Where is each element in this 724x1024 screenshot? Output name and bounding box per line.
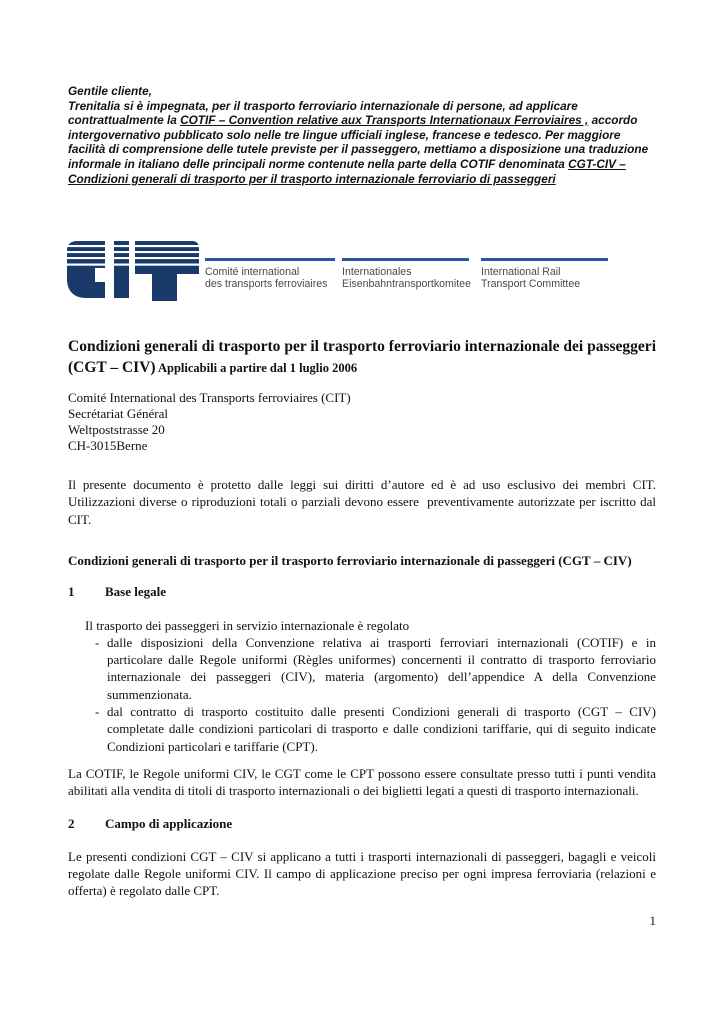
divider-bar xyxy=(481,258,608,261)
address-block xyxy=(68,390,656,454)
notice-underlined-cotif: COTIF – Convention relative aux Transports Internationaux Ferroviaires , xyxy=(180,113,589,128)
copyright-notice: Il presente documento è protetto dalle leggi sui diritti d’autore ed è ad uso esclusivo dei membri CIT. Utilizzazioni diverse o riproduzioni totali o parziali devono essere preventivamente autorizzate per iscritto dal CIT. xyxy=(68,477,660,527)
section-title: Base legale xyxy=(105,583,167,599)
section-title: Campo di applicazione xyxy=(105,815,233,831)
section-2-body: Le presenti condizioni CGT – CIV si applicano a tutti i trasporti internazionali di passeggeri, bagagli e veicoli regolate dalle Regole uniformi CIV. Il campo di applicazione preciso per ogni impresa ferroviaria (relazioni e offerta) è regolato dalle CPT. xyxy=(68,848,656,899)
notice-underlined-cgt-civ: CGT-CIV – Condizioni generali di trasporto per il trasporto internazionale ferroviario di passeggeri xyxy=(68,156,626,186)
page-title xyxy=(68,337,656,378)
title-applicability: Applicabili a partire dal 1 luglio 2006 xyxy=(155,360,358,375)
logo-caption-french xyxy=(205,258,335,291)
notice-text-1: Trenitalia si è impegnata, per il trasporto ferroviario internazionale di persone, ad applicare contrattualmente la xyxy=(68,98,578,128)
customer-notice xyxy=(68,84,656,186)
notice-salutation: Gentile cliente, xyxy=(68,84,152,98)
logo-caption-english xyxy=(481,258,608,291)
logo-caption-german xyxy=(342,258,469,291)
notice-text-2: accordo intergovernativo pubblicato solo nelle tre lingue ufficiali inglese, francese e tedesco. Per maggiore facilità di comprensione delle tutele previste per il passeggero, mettiamo a disposizione una traduzione informale in italiano delle principali norme contenute nella parte della COTIF denominata xyxy=(68,113,649,171)
cit-logo-block xyxy=(68,238,656,305)
section-number: 2 xyxy=(68,815,75,831)
section-1-heading xyxy=(68,583,656,600)
document-subject-heading: Condizioni generali di trasporto per il trasporto ferroviario internazionale di passeggeri (CGT – CIV) xyxy=(68,553,632,569)
bullet-dash: - xyxy=(95,634,100,650)
list-item xyxy=(95,634,656,703)
caption-line: International Rail xyxy=(481,266,561,279)
bullet-text: dalle disposizioni della Convenzione relativa ai trasporti ferroviari internazionali (COTIF) e in particolare dalle Regole uniformi (Règles uniformes) concernenti il contratto di trasporto ferroviario internazionale dei passeggeri (CIV), materia (argomento) dell’appendice A della Convenzione summenzionata. xyxy=(107,634,656,702)
notice-body xyxy=(68,99,656,187)
caption-line: Comité international xyxy=(205,266,300,279)
cit-letters xyxy=(67,241,199,301)
section-1-closing-paragraph: La COTIF, le Regole uniformi CIV, le CGT come le CPT possono essere consultate presso tutti i punti vendita abilitati alla vendita di titoli di trasporto internazionali o dei biglietti legati a questi di trasporto internazionali. xyxy=(68,765,656,799)
address-line-organization: Comité International des Transports ferroviaires (CIT) xyxy=(68,390,351,406)
address-line-city: CH-3015Berne xyxy=(68,438,148,454)
caption-line: Eisenbahntransportkomitee xyxy=(342,277,471,290)
page-content xyxy=(68,0,660,929)
divider-bar xyxy=(342,258,469,261)
caption-line: des transports ferroviaires xyxy=(205,277,328,290)
bullet-dash: - xyxy=(95,704,100,720)
title-main: Condizioni generali di trasporto per il trasporto ferroviario internazionale dei passeggeri (CGT – CIV) xyxy=(68,338,656,376)
divider-bar xyxy=(205,258,335,261)
caption-line: Transport Committee xyxy=(481,277,581,290)
page-number: 1 xyxy=(649,913,656,929)
section-1-intro: Il trasporto dei passeggeri in servizio internazionale è regolato xyxy=(85,617,410,633)
section-number: 1 xyxy=(68,583,75,599)
cit-logo-icon xyxy=(67,241,199,303)
address-line-department: Secrétariat Général xyxy=(68,406,168,422)
list-item xyxy=(95,703,656,755)
address-line-street: Weltpoststrasse 20 xyxy=(68,422,165,438)
caption-line: Internationales xyxy=(342,266,412,279)
section-2-heading xyxy=(68,815,656,832)
bullet-text: dal contratto di trasporto costituito dalle presenti Condizioni generali di trasporto (CGT – CIV) completate dalle condizioni particolari di trasporto e dalle condizioni tariffarie, qui di seguito indicate Condizioni particolari e tariffarie (CPT). xyxy=(107,704,656,754)
